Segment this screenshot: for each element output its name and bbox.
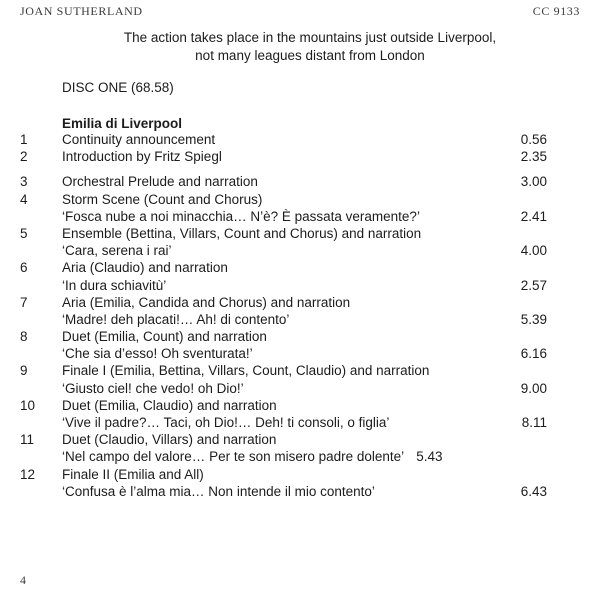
track-text: Finale I (Emilia, Bettina, Villars, Count, Claudio) and narration [62,363,430,379]
track-description [62,397,277,414]
track-text: Continuity announcement [62,132,216,147]
intro-text [60,29,560,64]
track-line [0,328,600,345]
track-description [62,173,258,190]
track-item [0,294,600,328]
track-list [0,131,600,500]
track-text: ‘Confusa è l’alma mia… Non intende il mio contento’ [62,483,375,499]
track-line [0,448,600,465]
intro-line: not many leagues distant from London [195,47,425,63]
track-duration: 9.00 [520,380,547,396]
track-item [0,173,600,190]
disc-heading: DISC ONE (68.58) [62,80,174,95]
track-description [62,345,253,362]
track-line [0,148,600,165]
track-description [62,328,267,345]
track-text: Finale II (Emilia and All) [62,466,204,482]
track-text: ‘Nel campo del valore… Per te son misero padre dolente’ [62,449,405,465]
track-item [0,466,600,500]
track-text: Duet (Emilia, Count) and narration [62,329,267,345]
track-number: 4 [20,191,28,207]
track-text: Ensemble (Bettina, Villars, Count and Chorus) and narration [62,225,422,241]
track-duration: 5.43 [416,449,443,465]
track-description [62,466,204,483]
track-description [62,448,442,465]
track-line [0,277,600,294]
track-duration: 2.57 [520,277,547,293]
track-duration: 6.43 [520,483,547,499]
track-duration: 2.41 [520,208,547,224]
track-item [0,259,600,293]
track-line [0,414,600,431]
track-item [0,328,600,362]
track-text: Storm Scene (Count and Chorus) [62,191,263,207]
track-line [0,259,600,276]
track-text: ‘Che sia d’esso! Oh sventurata!’ [62,346,253,362]
track-description [62,414,389,431]
track-item [0,397,600,431]
track-number: 2 [20,149,28,165]
track-duration: 2.35 [520,149,547,165]
track-text: Duet (Claudio, Villars) and narration [62,432,277,448]
track-text: Aria (Claudio) and narration [62,260,228,276]
track-duration: 3.00 [520,174,547,190]
track-line [0,208,600,225]
track-number: 9 [20,363,28,379]
track-text: ‘Giusto ciel! che vedo! oh Dio!’ [62,380,244,396]
track-description [62,311,289,328]
track-item [0,131,600,148]
track-item [0,225,600,259]
track-number: 1 [20,132,28,147]
track-line [0,380,600,397]
track-line [0,225,600,242]
track-text: Aria (Emilia, Candida and Chorus) and narration [62,294,351,310]
track-item [0,191,600,225]
work-title: Emilia di Liverpool [62,116,183,131]
track-description [62,380,244,397]
track-line [0,483,600,500]
track-description [62,191,262,208]
track-description [62,277,166,294]
track-number: 8 [20,329,28,345]
track-text: ‘Vive il padre?… Taci, oh Dio!… Deh! ti consoli, o figlia’ [62,415,390,430]
track-duration: 6.16 [520,346,547,362]
track-text: ‘Fosca nube a noi minacchia… N’è? È passata veramente?’ [62,208,420,224]
track-duration: 4.00 [520,243,547,259]
track-line [0,242,600,259]
track-text: Orchestral Prelude and narration [62,174,258,190]
intro-line: The action takes place in the mountains just outside Liverpool, [123,30,497,45]
track-text: Introduction by Fritz Spiegl [62,149,222,165]
track-description [62,483,375,500]
track-number: 7 [20,294,28,310]
track-number: 5 [20,225,28,241]
track-number: 6 [20,260,28,276]
header-catalog-number: CC 9133 [532,4,580,18]
track-description [62,225,421,242]
track-number: 12 [20,466,36,482]
track-line [0,466,600,483]
track-line [0,191,600,208]
track-line [0,345,600,362]
track-description [62,242,172,259]
track-number: 11 [20,432,35,448]
track-duration: 5.39 [520,311,547,327]
track-group-gap [0,165,600,173]
track-item [0,431,600,465]
track-text: ‘In dura schiavitù’ [62,277,167,293]
track-description [62,294,350,311]
track-line [0,294,600,311]
track-text: Duet (Emilia, Claudio) and narration [62,397,277,413]
track-item [0,362,600,396]
track-line [0,173,600,190]
track-number: 10 [20,397,36,413]
track-line [0,431,600,448]
header-artist: JOAN SUTHERLAND [20,4,143,18]
track-text: ‘Cara, serena i rai’ [62,243,172,259]
track-description [62,208,420,225]
track-description [62,148,222,165]
track-number: 3 [20,174,28,190]
track-line [0,362,600,379]
track-line [0,397,600,414]
track-duration: 8.11 [521,415,547,430]
track-line [0,131,600,148]
page-number: 4 [20,573,26,587]
track-line [0,311,600,328]
track-duration: 0.56 [520,132,547,147]
track-item [0,148,600,165]
track-text: ‘Madre! deh placati!… Ah! di contento’ [62,311,290,327]
track-description [62,131,215,148]
track-description [62,431,276,448]
track-description [62,259,228,276]
track-description [62,362,429,379]
